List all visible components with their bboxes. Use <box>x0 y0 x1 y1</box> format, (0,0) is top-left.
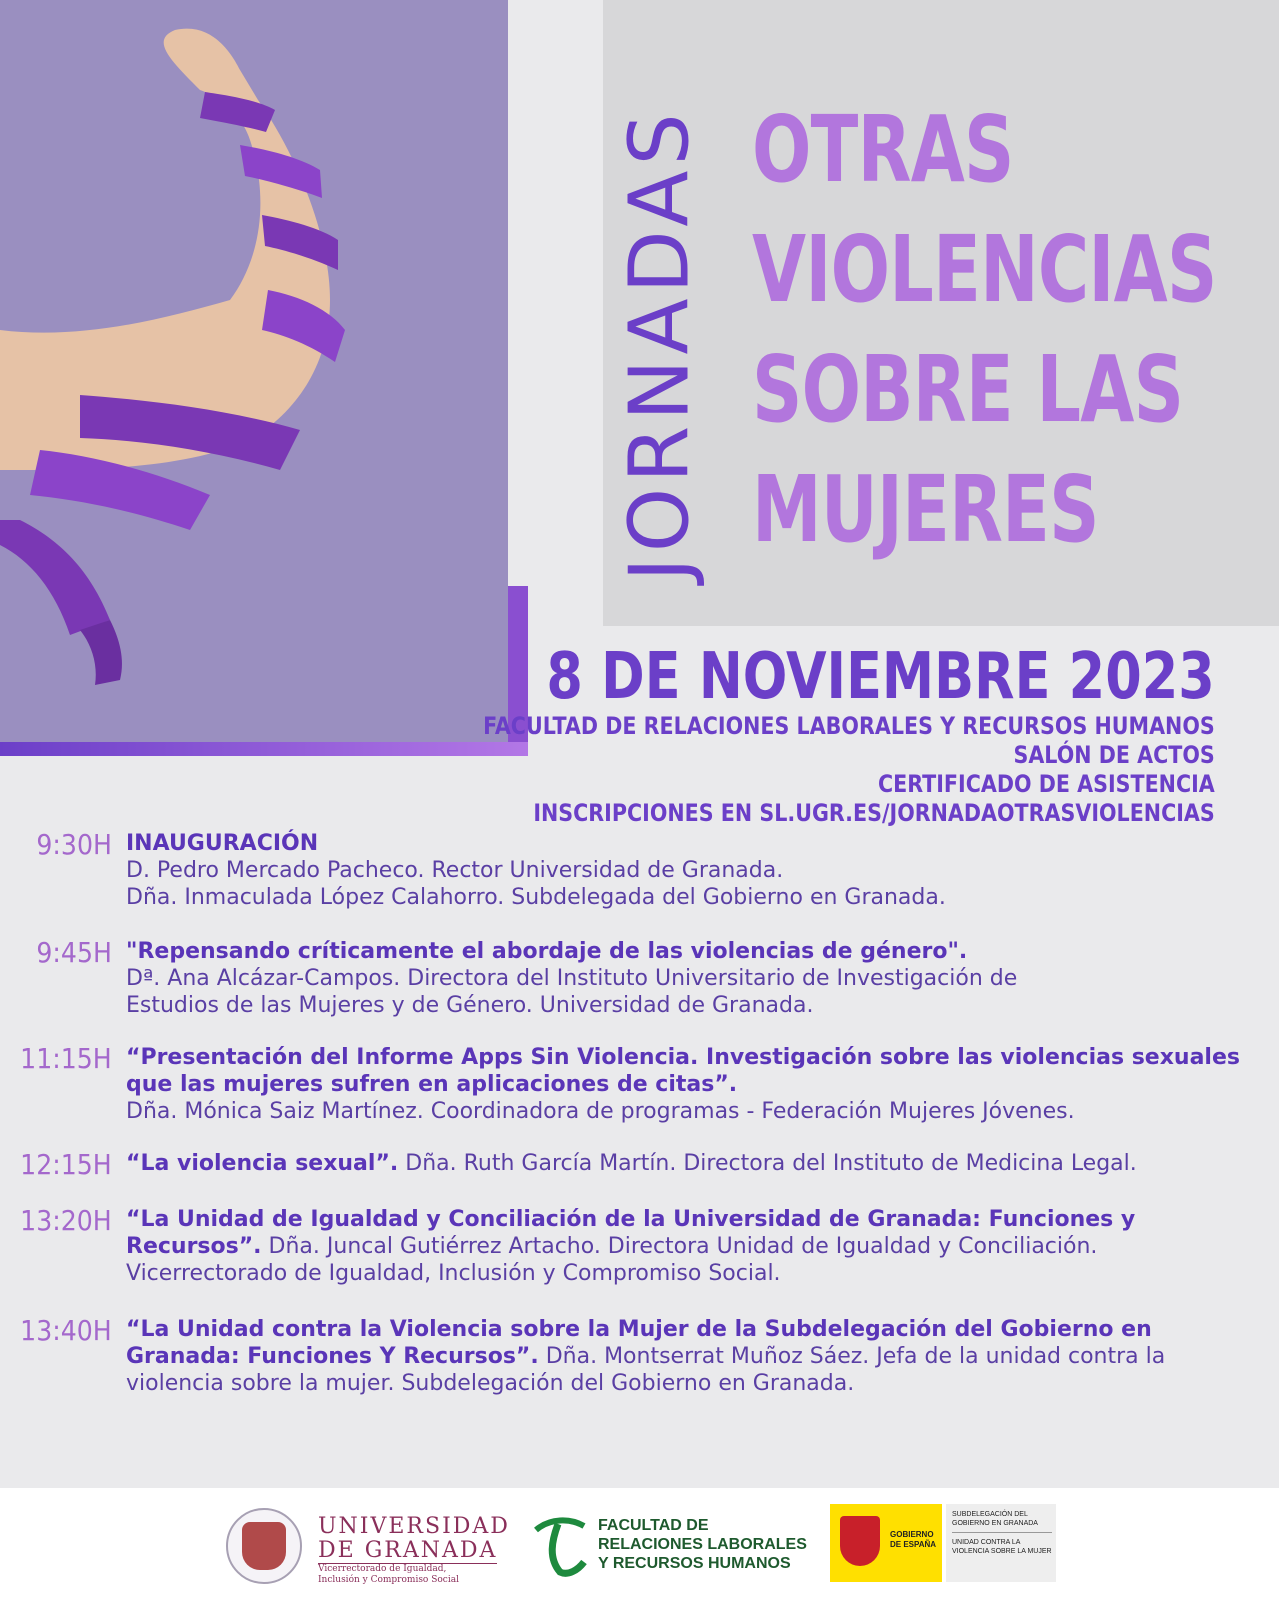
session-body <box>126 830 1256 911</box>
session-line: Dª. Ana Alcázar-Campos. Directora del Instituto Universitario de Investigación de <box>126 966 1018 991</box>
schedule-item <box>0 938 1279 1044</box>
frl-text-line: FACULTAD DE <box>598 1517 709 1534</box>
gobierno-logo[interactable] <box>830 1504 1060 1582</box>
session-time: 11:15H <box>20 1042 112 1075</box>
title-line: VIOLENCIAS <box>752 216 1217 323</box>
session-title: “La violencia sexual”. <box>126 1151 399 1176</box>
session-line: Dña. Inmaculada López Calahorro. Subdelegada del Gobierno en Granada. <box>126 885 946 910</box>
schedule-item <box>0 1206 1279 1316</box>
vertical-title <box>610 90 710 600</box>
vertical-title-text: JORNADAS <box>612 108 708 582</box>
event-date: 8 DE NOVIEMBRE 2023 <box>546 640 1215 714</box>
session-line: Dña. Ruth García Martín. Directora del Instituto de Medicina Legal. <box>398 1151 1137 1176</box>
hero-photo <box>0 0 508 742</box>
ugr-seal-icon <box>226 1508 302 1584</box>
schedule-item <box>0 830 1279 938</box>
session-title: “La Unidad contra la Violencia sobre la Mujer de la Subdelegación del Gobierno en Granada: Funciones Y Recursos”. <box>126 1317 1152 1369</box>
session-body <box>126 1206 1256 1287</box>
schedule <box>0 830 1279 1406</box>
event-info <box>364 642 1215 828</box>
session-body <box>126 1044 1256 1125</box>
title-line: MUJERES <box>752 456 1099 563</box>
session-time: 13:40H <box>20 1314 112 1347</box>
divider <box>952 1532 1052 1533</box>
gobierno-text-line: DE ESPAÑA <box>890 1540 937 1549</box>
subdelegacion-box <box>946 1504 1056 1582</box>
footer-logos <box>0 1488 1279 1600</box>
subdelegacion-text: SUBDELEGACIÓN DEL GOBIERNO EN GRANADA <box>952 1511 1038 1527</box>
event-registration-link[interactable]: INSCRIPCIONES EN SL.UGR.ES/JORNADAOTRASVIOLENCIAS <box>533 799 1215 827</box>
event-venue: FACULTAD DE RELACIONES LABORALES Y RECURSOS HUMANOS <box>483 712 1215 740</box>
frl-text-line: Y RECURSOS HUMANOS <box>598 1555 791 1572</box>
gobierno-box <box>830 1504 942 1582</box>
frl-logo[interactable] <box>530 1510 807 1580</box>
ugr-name-line: DE GRANADA <box>318 1538 498 1563</box>
event-certificate: CERTIFICADO DE ASISTENCIA <box>878 770 1215 798</box>
gobierno-text-line: GOBIERNO <box>890 1530 934 1539</box>
title-line: OTRAS <box>752 96 1014 203</box>
session-time: 9:30H <box>36 828 112 861</box>
ugr-logo[interactable] <box>226 1504 510 1586</box>
session-body <box>126 938 1256 1019</box>
gobierno-text <box>890 1530 936 1550</box>
event-title <box>752 90 1272 570</box>
arm-with-ribbon-illustration <box>0 0 508 742</box>
session-line: Estudios de las Mujeres y de Género. Universidad de Granada. <box>126 993 814 1018</box>
frl-mark-icon <box>530 1510 590 1578</box>
schedule-item <box>0 1316 1279 1406</box>
session-title: “La Unidad de Igualdad y Conciliación de la Universidad de Granada: Funciones y Recursos”. <box>126 1207 1136 1259</box>
frl-text-line: RELACIONES LABORALES <box>598 1536 807 1553</box>
session-line: Dña. Juncal Gutiérrez Artacho. Directora Unidad de Igualdad y Conciliación. Vicerrectorado de Igualdad, Inclusión y Compromiso Social. <box>126 1234 1098 1286</box>
frl-text <box>598 1516 807 1573</box>
session-time: 13:20H <box>20 1204 112 1237</box>
schedule-item <box>0 1044 1279 1150</box>
session-title: "Repensando críticamente el abordaje de las violencias de género". <box>126 939 968 964</box>
spain-shield-icon <box>840 1516 880 1566</box>
session-body <box>126 1316 1256 1397</box>
title-line: SOBRE LAS <box>752 336 1184 443</box>
session-time: 12:15H <box>20 1148 112 1181</box>
session-line: Dña. Montserrat Muñoz Sáez. Jefa de la unidad contra la violencia sobre la mujer. Subdelegación del Gobierno en Granada. <box>126 1344 1166 1396</box>
session-line: D. Pedro Mercado Pacheco. Rector Universidad de Granada. <box>126 858 784 883</box>
session-time: 9:45H <box>36 936 112 969</box>
session-line: Dña. Mónica Saiz Martínez. Coordinadora de programas - Federación Mujeres Jóvenes. <box>126 1099 1075 1124</box>
session-title: “Presentación del Informe Apps Sin Violencia. Investigación sobre las violencias sexuales que las mujeres sufren en aplicaciones de citas”. <box>126 1045 1240 1097</box>
schedule-item <box>0 1150 1279 1206</box>
event-room: SALÓN DE ACTOS <box>1013 741 1215 769</box>
ugr-subtitle: Vicerrectorado de Igualdad, Inclusión y Compromiso Social <box>318 1564 459 1585</box>
ugr-name-line: UNIVERSIDAD <box>318 1514 510 1539</box>
session-body <box>126 1150 1256 1177</box>
unidad-text: UNIDAD CONTRA LA VIOLENCIA SOBRE LA MUJER <box>952 1539 1052 1555</box>
session-title: INAUGURACIÓN <box>126 831 319 856</box>
